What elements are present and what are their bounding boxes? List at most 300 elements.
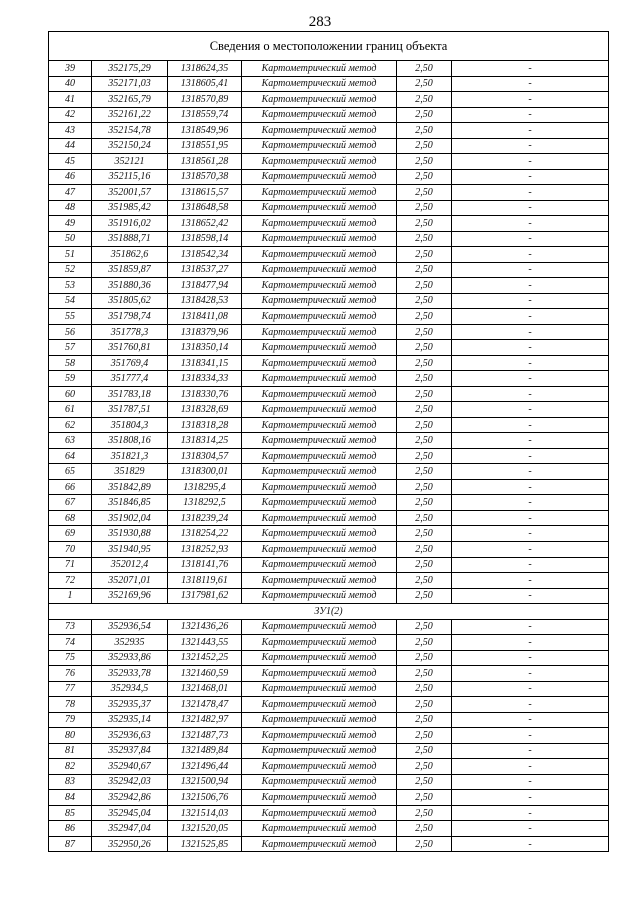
- y-coordinate-cell: 1318318,28: [168, 417, 242, 433]
- x-coordinate-cell: 352115,16: [92, 169, 168, 185]
- y-coordinate-cell: 1318570,38: [168, 169, 242, 185]
- x-coordinate-cell: 352012,4: [92, 557, 168, 573]
- accuracy-cell: 2,50: [397, 619, 452, 635]
- y-coordinate-cell: 1321468,01: [168, 681, 242, 697]
- y-coordinate-cell: 1321436,26: [168, 619, 242, 635]
- y-coordinate-cell: 1318379,96: [168, 324, 242, 340]
- accuracy-cell: 2,50: [397, 635, 452, 651]
- accuracy-cell: 2,50: [397, 650, 452, 666]
- method-cell: Картометрический метод: [242, 340, 397, 356]
- note-cell: -: [452, 743, 609, 759]
- point-number-cell: 80: [49, 728, 92, 744]
- table-row: [49, 759, 609, 775]
- point-number-cell: 77: [49, 681, 92, 697]
- point-number-cell: 57: [49, 340, 92, 356]
- x-coordinate-cell: 352945,04: [92, 805, 168, 821]
- method-cell: Картометрический метод: [242, 61, 397, 77]
- note-cell: -: [452, 712, 609, 728]
- note-cell: -: [452, 666, 609, 682]
- method-cell: Картометрический метод: [242, 510, 397, 526]
- table-row: [49, 681, 609, 697]
- x-coordinate-cell: 351778,3: [92, 324, 168, 340]
- note-cell: -: [452, 541, 609, 557]
- table-row: [49, 712, 609, 728]
- table-row: [49, 774, 609, 790]
- y-coordinate-cell: 1321482,97: [168, 712, 242, 728]
- method-cell: Картометрический метод: [242, 262, 397, 278]
- method-cell: Картометрический метод: [242, 619, 397, 635]
- table-row: [49, 697, 609, 713]
- table-row: [49, 479, 609, 495]
- x-coordinate-cell: 351804,3: [92, 417, 168, 433]
- y-coordinate-cell: 1321500,94: [168, 774, 242, 790]
- method-cell: Картометрический метод: [242, 169, 397, 185]
- accuracy-cell: 2,50: [397, 448, 452, 464]
- table-row: [49, 309, 609, 325]
- table-row: [49, 790, 609, 806]
- method-cell: Картометрический метод: [242, 681, 397, 697]
- point-number-cell: 51: [49, 247, 92, 263]
- x-coordinate-cell: 352165,79: [92, 92, 168, 108]
- note-cell: -: [452, 123, 609, 139]
- table-row: [49, 635, 609, 651]
- point-number-cell: 75: [49, 650, 92, 666]
- note-cell: -: [452, 262, 609, 278]
- point-number-cell: 43: [49, 123, 92, 139]
- y-coordinate-cell: 1318542,34: [168, 247, 242, 263]
- point-number-cell: 44: [49, 138, 92, 154]
- accuracy-cell: 2,50: [397, 293, 452, 309]
- accuracy-cell: 2,50: [397, 433, 452, 449]
- note-cell: -: [452, 619, 609, 635]
- note-cell: -: [452, 557, 609, 573]
- table-row: [49, 76, 609, 92]
- point-number-cell: 81: [49, 743, 92, 759]
- y-coordinate-cell: 1318428,53: [168, 293, 242, 309]
- method-cell: Картометрический метод: [242, 76, 397, 92]
- x-coordinate-cell: 351783,18: [92, 386, 168, 402]
- method-cell: Картометрический метод: [242, 759, 397, 775]
- x-coordinate-cell: 351859,87: [92, 262, 168, 278]
- x-coordinate-cell: 352940,67: [92, 759, 168, 775]
- x-coordinate-cell: 351846,85: [92, 495, 168, 511]
- note-cell: -: [452, 92, 609, 108]
- accuracy-cell: 2,50: [397, 697, 452, 713]
- note-cell: -: [452, 200, 609, 216]
- point-number-cell: 72: [49, 573, 92, 589]
- point-number-cell: 68: [49, 510, 92, 526]
- table-row: [49, 573, 609, 589]
- table-row: [49, 185, 609, 201]
- accuracy-cell: 2,50: [397, 728, 452, 744]
- note-cell: -: [452, 138, 609, 154]
- x-coordinate-cell: 352171,03: [92, 76, 168, 92]
- y-coordinate-cell: 1318559,74: [168, 107, 242, 123]
- table-row: [49, 293, 609, 309]
- point-number-cell: 73: [49, 619, 92, 635]
- point-number-cell: 1: [49, 588, 92, 604]
- x-coordinate-cell: 352071,01: [92, 573, 168, 589]
- x-coordinate-cell: 352161,22: [92, 107, 168, 123]
- point-number-cell: 60: [49, 386, 92, 402]
- note-cell: -: [452, 774, 609, 790]
- point-number-cell: 79: [49, 712, 92, 728]
- note-cell: -: [452, 448, 609, 464]
- y-coordinate-cell: 1318239,24: [168, 510, 242, 526]
- accuracy-cell: 2,50: [397, 123, 452, 139]
- point-number-cell: 65: [49, 464, 92, 480]
- note-cell: -: [452, 526, 609, 542]
- note-cell: -: [452, 588, 609, 604]
- point-number-cell: 87: [49, 836, 92, 852]
- method-cell: Картометрический метод: [242, 92, 397, 108]
- note-cell: -: [452, 386, 609, 402]
- x-coordinate-cell: 351777,4: [92, 371, 168, 387]
- point-number-cell: 39: [49, 61, 92, 77]
- x-coordinate-cell: 352950,26: [92, 836, 168, 852]
- x-coordinate-cell: 352154,78: [92, 123, 168, 139]
- table-row: [49, 588, 609, 604]
- y-coordinate-cell: 1318252,93: [168, 541, 242, 557]
- x-coordinate-cell: 352933,86: [92, 650, 168, 666]
- accuracy-cell: 2,50: [397, 402, 452, 418]
- y-coordinate-cell: 1321506,76: [168, 790, 242, 806]
- point-number-cell: 63: [49, 433, 92, 449]
- method-cell: Картометрический метод: [242, 712, 397, 728]
- point-number-cell: 64: [49, 448, 92, 464]
- note-cell: -: [452, 728, 609, 744]
- accuracy-cell: 2,50: [397, 759, 452, 775]
- y-coordinate-cell: 1318549,96: [168, 123, 242, 139]
- method-cell: Картометрический метод: [242, 666, 397, 682]
- accuracy-cell: 2,50: [397, 371, 452, 387]
- table-row: [49, 371, 609, 387]
- table-title: Сведения о местоположении границ объекта: [49, 32, 609, 61]
- table-title-row: [49, 32, 609, 61]
- table-row: [49, 619, 609, 635]
- point-number-cell: 41: [49, 92, 92, 108]
- x-coordinate-cell: 351805,62: [92, 293, 168, 309]
- y-coordinate-cell: 1318561,28: [168, 154, 242, 170]
- note-cell: -: [452, 479, 609, 495]
- point-number-cell: 74: [49, 635, 92, 651]
- accuracy-cell: 2,50: [397, 821, 452, 837]
- note-cell: -: [452, 107, 609, 123]
- method-cell: Картометрический метод: [242, 185, 397, 201]
- point-number-cell: 54: [49, 293, 92, 309]
- table-row: [49, 464, 609, 480]
- table-row: [49, 650, 609, 666]
- note-cell: -: [452, 821, 609, 837]
- x-coordinate-cell: 351985,42: [92, 200, 168, 216]
- accuracy-cell: 2,50: [397, 495, 452, 511]
- point-number-cell: 45: [49, 154, 92, 170]
- note-cell: -: [452, 169, 609, 185]
- x-coordinate-cell: 351829: [92, 464, 168, 480]
- accuracy-cell: 2,50: [397, 154, 452, 170]
- y-coordinate-cell: 1318328,69: [168, 402, 242, 418]
- method-cell: Картометрический метод: [242, 293, 397, 309]
- y-coordinate-cell: 1318292,5: [168, 495, 242, 511]
- method-cell: Картометрический метод: [242, 386, 397, 402]
- x-coordinate-cell: 352935,37: [92, 697, 168, 713]
- y-coordinate-cell: 1318295,4: [168, 479, 242, 495]
- y-coordinate-cell: 1321496,44: [168, 759, 242, 775]
- x-coordinate-cell: 352934,5: [92, 681, 168, 697]
- table-row: [49, 92, 609, 108]
- x-coordinate-cell: 352936,63: [92, 728, 168, 744]
- accuracy-cell: 2,50: [397, 92, 452, 108]
- method-cell: Картометрический метод: [242, 433, 397, 449]
- x-coordinate-cell: 352947,04: [92, 821, 168, 837]
- method-cell: Картометрический метод: [242, 278, 397, 294]
- accuracy-cell: 2,50: [397, 573, 452, 589]
- note-cell: -: [452, 433, 609, 449]
- y-coordinate-cell: 1318411,08: [168, 309, 242, 325]
- accuracy-cell: 2,50: [397, 309, 452, 325]
- accuracy-cell: 2,50: [397, 231, 452, 247]
- note-cell: -: [452, 355, 609, 371]
- method-cell: Картометрический метод: [242, 448, 397, 464]
- y-coordinate-cell: 1318314,25: [168, 433, 242, 449]
- x-coordinate-cell: 352935: [92, 635, 168, 651]
- note-cell: -: [452, 61, 609, 77]
- point-number-cell: 47: [49, 185, 92, 201]
- y-coordinate-cell: 1318341,15: [168, 355, 242, 371]
- point-number-cell: 50: [49, 231, 92, 247]
- method-cell: Картометрический метод: [242, 417, 397, 433]
- note-cell: -: [452, 371, 609, 387]
- note-cell: -: [452, 510, 609, 526]
- accuracy-cell: 2,50: [397, 464, 452, 480]
- note-cell: -: [452, 293, 609, 309]
- table-row: [49, 340, 609, 356]
- x-coordinate-cell: 352169,96: [92, 588, 168, 604]
- y-coordinate-cell: 1318334,33: [168, 371, 242, 387]
- table-row: [49, 216, 609, 232]
- accuracy-cell: 2,50: [397, 666, 452, 682]
- x-coordinate-cell: 352121: [92, 154, 168, 170]
- boundary-table: [48, 31, 609, 852]
- note-cell: -: [452, 464, 609, 480]
- table-row: [49, 402, 609, 418]
- note-cell: -: [452, 495, 609, 511]
- method-cell: Картометрический метод: [242, 650, 397, 666]
- point-number-cell: 52: [49, 262, 92, 278]
- point-number-cell: 53: [49, 278, 92, 294]
- y-coordinate-cell: 1318648,58: [168, 200, 242, 216]
- point-number-cell: 71: [49, 557, 92, 573]
- method-cell: Картометрический метод: [242, 123, 397, 139]
- method-cell: Картометрический метод: [242, 573, 397, 589]
- method-cell: Картометрический метод: [242, 495, 397, 511]
- y-coordinate-cell: 1321478,47: [168, 697, 242, 713]
- method-cell: Картометрический метод: [242, 464, 397, 480]
- point-number-cell: 85: [49, 805, 92, 821]
- accuracy-cell: 2,50: [397, 790, 452, 806]
- x-coordinate-cell: 351862,6: [92, 247, 168, 263]
- method-cell: Картометрический метод: [242, 216, 397, 232]
- note-cell: -: [452, 417, 609, 433]
- y-coordinate-cell: 1318605,41: [168, 76, 242, 92]
- point-number-cell: 61: [49, 402, 92, 418]
- note-cell: -: [452, 154, 609, 170]
- y-coordinate-cell: 1321514,03: [168, 805, 242, 821]
- table-row: [49, 278, 609, 294]
- accuracy-cell: 2,50: [397, 185, 452, 201]
- note-cell: -: [452, 324, 609, 340]
- method-cell: Картометрический метод: [242, 309, 397, 325]
- accuracy-cell: 2,50: [397, 774, 452, 790]
- y-coordinate-cell: 1321460,59: [168, 666, 242, 682]
- note-cell: -: [452, 216, 609, 232]
- method-cell: Картометрический метод: [242, 805, 397, 821]
- method-cell: Картометрический метод: [242, 324, 397, 340]
- table-row: [49, 495, 609, 511]
- x-coordinate-cell: 351880,36: [92, 278, 168, 294]
- note-cell: -: [452, 185, 609, 201]
- y-coordinate-cell: 1318551,95: [168, 138, 242, 154]
- point-number-cell: 58: [49, 355, 92, 371]
- x-coordinate-cell: 352942,86: [92, 790, 168, 806]
- y-coordinate-cell: 1318141,76: [168, 557, 242, 573]
- method-cell: Картометрический метод: [242, 138, 397, 154]
- x-coordinate-cell: 352935,14: [92, 712, 168, 728]
- point-number-cell: 84: [49, 790, 92, 806]
- point-number-cell: 59: [49, 371, 92, 387]
- method-cell: Картометрический метод: [242, 588, 397, 604]
- table-row: [49, 448, 609, 464]
- table-row: [49, 262, 609, 278]
- note-cell: -: [452, 790, 609, 806]
- method-cell: Картометрический метод: [242, 697, 397, 713]
- accuracy-cell: 2,50: [397, 76, 452, 92]
- accuracy-cell: 2,50: [397, 510, 452, 526]
- table-row: [49, 324, 609, 340]
- y-coordinate-cell: 1318254,22: [168, 526, 242, 542]
- method-cell: Картометрический метод: [242, 635, 397, 651]
- accuracy-cell: 2,50: [397, 836, 452, 852]
- table-row: [49, 247, 609, 263]
- y-coordinate-cell: 1318615,57: [168, 185, 242, 201]
- y-coordinate-cell: 1321487,73: [168, 728, 242, 744]
- table-row: [49, 557, 609, 573]
- x-coordinate-cell: 351940,95: [92, 541, 168, 557]
- x-coordinate-cell: 351760,81: [92, 340, 168, 356]
- point-number-cell: 70: [49, 541, 92, 557]
- point-number-cell: 55: [49, 309, 92, 325]
- x-coordinate-cell: 351916,02: [92, 216, 168, 232]
- accuracy-cell: 2,50: [397, 200, 452, 216]
- point-number-cell: 76: [49, 666, 92, 682]
- note-cell: -: [452, 247, 609, 263]
- table-row: [49, 821, 609, 837]
- method-cell: Картометрический метод: [242, 479, 397, 495]
- table-row: [49, 728, 609, 744]
- table-row: [49, 355, 609, 371]
- table-row: [49, 743, 609, 759]
- y-coordinate-cell: 1318304,57: [168, 448, 242, 464]
- accuracy-cell: 2,50: [397, 262, 452, 278]
- note-cell: -: [452, 635, 609, 651]
- point-number-cell: 56: [49, 324, 92, 340]
- method-cell: Картометрический метод: [242, 231, 397, 247]
- point-number-cell: 69: [49, 526, 92, 542]
- point-number-cell: 83: [49, 774, 92, 790]
- y-coordinate-cell: 1318624,35: [168, 61, 242, 77]
- accuracy-cell: 2,50: [397, 743, 452, 759]
- y-coordinate-cell: 1317981,62: [168, 588, 242, 604]
- accuracy-cell: 2,50: [397, 216, 452, 232]
- table-row: [49, 510, 609, 526]
- x-coordinate-cell: 352150,24: [92, 138, 168, 154]
- table-row: [49, 836, 609, 852]
- x-coordinate-cell: 351902,04: [92, 510, 168, 526]
- y-coordinate-cell: 1321520,05: [168, 821, 242, 837]
- table-row: [49, 61, 609, 77]
- note-cell: -: [452, 681, 609, 697]
- y-coordinate-cell: 1318598,14: [168, 231, 242, 247]
- x-coordinate-cell: 352175,29: [92, 61, 168, 77]
- note-cell: -: [452, 697, 609, 713]
- accuracy-cell: 2,50: [397, 805, 452, 821]
- table-row: [49, 805, 609, 821]
- point-number-cell: 66: [49, 479, 92, 495]
- point-number-cell: 82: [49, 759, 92, 775]
- method-cell: Картометрический метод: [242, 790, 397, 806]
- table-row: [49, 138, 609, 154]
- y-coordinate-cell: 1318350,14: [168, 340, 242, 356]
- point-number-cell: 62: [49, 417, 92, 433]
- x-coordinate-cell: 352936,54: [92, 619, 168, 635]
- note-cell: -: [452, 76, 609, 92]
- method-cell: Картометрический метод: [242, 821, 397, 837]
- x-coordinate-cell: 352001,57: [92, 185, 168, 201]
- section-label: ЗУ1(2): [49, 604, 609, 620]
- accuracy-cell: 2,50: [397, 541, 452, 557]
- y-coordinate-cell: 1321443,55: [168, 635, 242, 651]
- accuracy-cell: 2,50: [397, 417, 452, 433]
- x-coordinate-cell: 351842,89: [92, 479, 168, 495]
- accuracy-cell: 2,50: [397, 169, 452, 185]
- accuracy-cell: 2,50: [397, 138, 452, 154]
- method-cell: Картометрический метод: [242, 774, 397, 790]
- y-coordinate-cell: 1318119,61: [168, 573, 242, 589]
- y-coordinate-cell: 1318652,42: [168, 216, 242, 232]
- table-row: [49, 666, 609, 682]
- note-cell: -: [452, 836, 609, 852]
- method-cell: Картометрический метод: [242, 526, 397, 542]
- y-coordinate-cell: 1318477,94: [168, 278, 242, 294]
- point-number-cell: 78: [49, 697, 92, 713]
- accuracy-cell: 2,50: [397, 557, 452, 573]
- accuracy-cell: 2,50: [397, 107, 452, 123]
- method-cell: Картометрический метод: [242, 371, 397, 387]
- table-row: [49, 154, 609, 170]
- note-cell: -: [452, 309, 609, 325]
- table-row: [49, 200, 609, 216]
- x-coordinate-cell: 352937,84: [92, 743, 168, 759]
- x-coordinate-cell: 352942,03: [92, 774, 168, 790]
- section-row: [49, 604, 609, 620]
- table-row: [49, 386, 609, 402]
- accuracy-cell: 2,50: [397, 588, 452, 604]
- method-cell: Картометрический метод: [242, 200, 397, 216]
- method-cell: Картометрический метод: [242, 355, 397, 371]
- y-coordinate-cell: 1318300,01: [168, 464, 242, 480]
- x-coordinate-cell: 352933,78: [92, 666, 168, 682]
- accuracy-cell: 2,50: [397, 324, 452, 340]
